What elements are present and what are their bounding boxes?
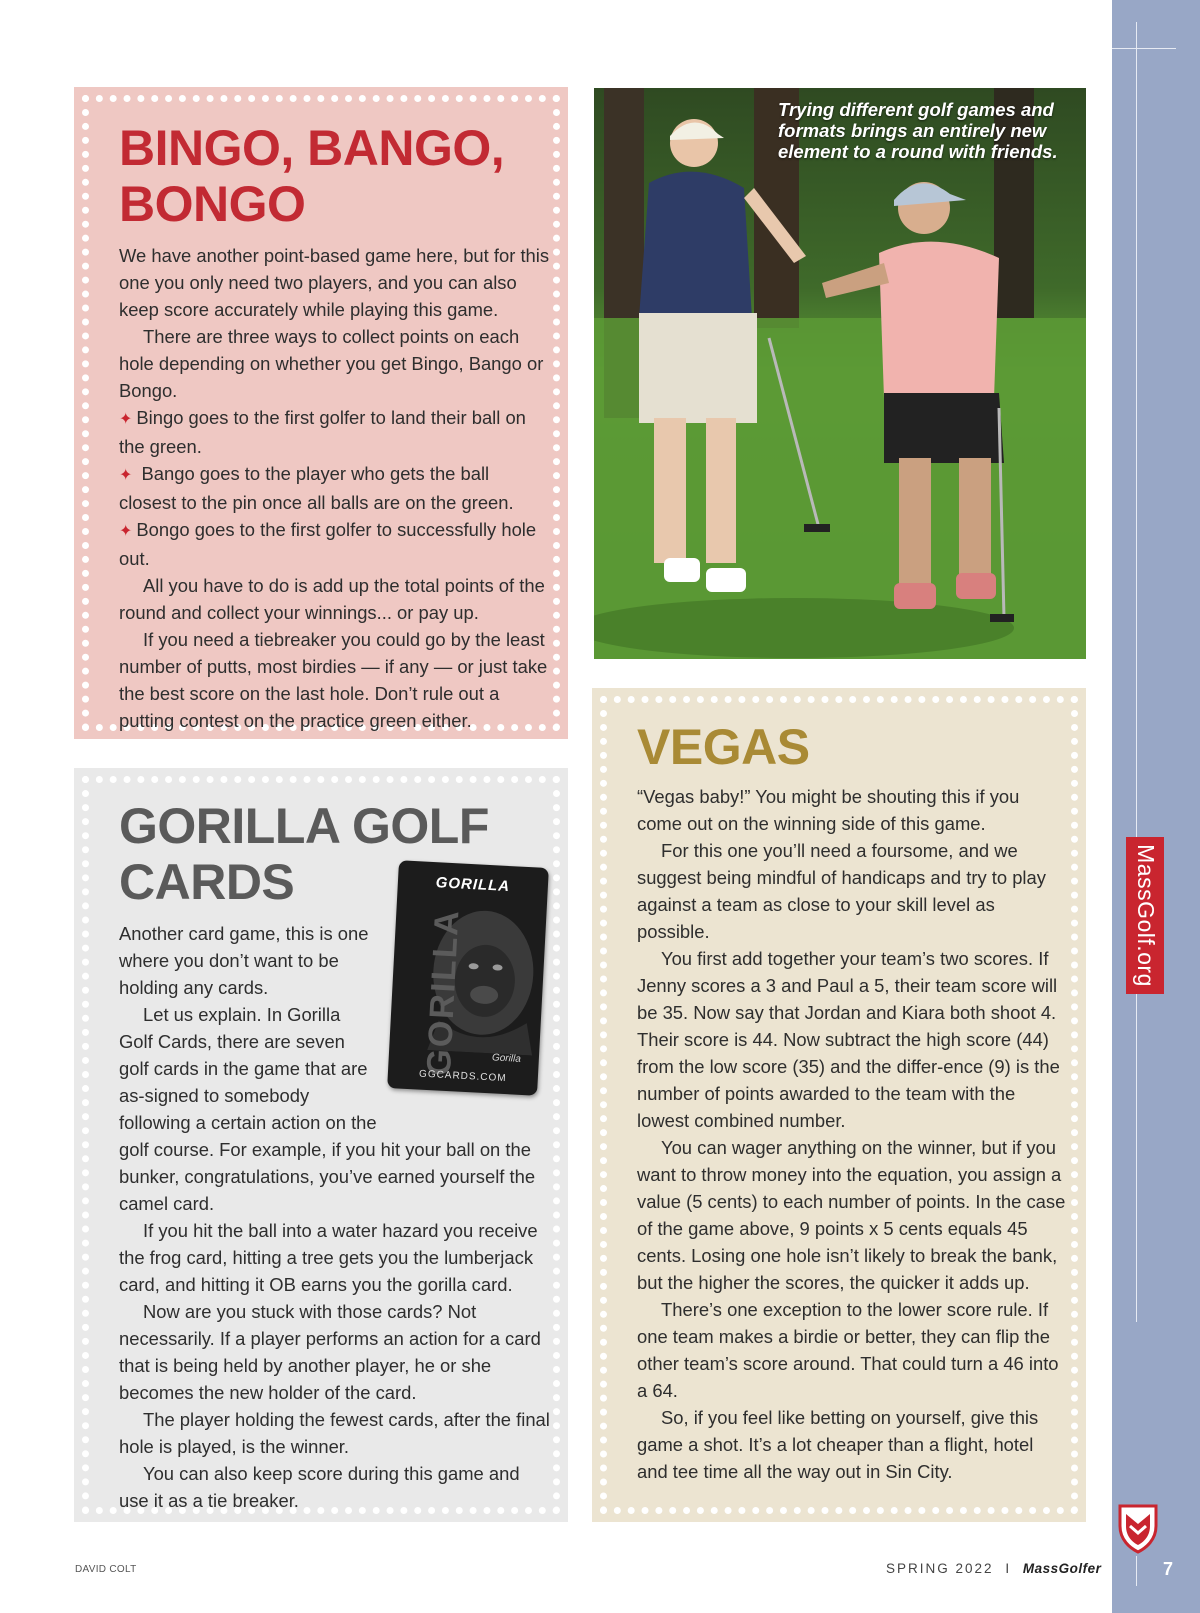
star-bullet-icon: ✦ bbox=[119, 467, 133, 484]
gorilla-paragraph: If you hit the ball into a water hazard you receive the frog card, hitting a tree gets you the lumberjack card, and hitting it OB earns you the gorilla card. bbox=[119, 1220, 538, 1295]
photo-caption: Trying different golf games and formats brings an entirely new element to a round with friends. bbox=[778, 99, 1058, 162]
gorilla-paragraph: You can also keep score during this game and use it as a tie breaker. bbox=[119, 1463, 520, 1511]
vegas-title: VEGAS bbox=[637, 719, 810, 775]
bingo-title bbox=[119, 120, 551, 232]
photo-credit: DAVID COLT bbox=[75, 1564, 137, 1575]
bingo-bullet bbox=[119, 404, 551, 460]
sidebar-strip bbox=[1112, 0, 1200, 1613]
vegas-paragraph: “Vegas baby!” You might be shouting this if you come out on the winning side of this game. bbox=[637, 786, 1020, 834]
vegas-body bbox=[637, 783, 1069, 1485]
card-brand: GORILLA bbox=[435, 874, 511, 896]
sidebar-rule-horizontal bbox=[1112, 48, 1176, 49]
site-label: MassGolf.org bbox=[1132, 844, 1159, 987]
sidebar-rule-vertical bbox=[1136, 22, 1137, 1322]
gorilla-card-image bbox=[387, 860, 549, 1096]
star-bullet-icon: ✦ bbox=[119, 523, 133, 540]
bingo-bullet bbox=[119, 460, 551, 516]
gorilla-paragraph: Now are you stuck with those cards? Not necessarily. If a player performs an action for a card that is being held by another player, he or she becomes the new holder of the card. bbox=[119, 1301, 541, 1403]
gorilla-title-line1: GORILLA GOLF bbox=[119, 798, 489, 854]
bingo-bullet-text: Bingo goes to the first golfer to land their ball on the green. bbox=[119, 407, 526, 457]
page-folio bbox=[886, 1561, 1101, 1576]
star-bullet-icon: ✦ bbox=[119, 411, 133, 428]
card-vertical-text: GORILLA bbox=[419, 907, 467, 1077]
bingo-bullet-text: Bango goes to the player who gets the ball closest to the pin once all balls are on the green. bbox=[119, 463, 514, 513]
page-number-rule bbox=[1136, 1556, 1137, 1586]
bingo-title-line2: BONGO bbox=[119, 176, 306, 232]
bingo-bullet-text: Bongo goes to the first golfer to successfully hole out. bbox=[119, 519, 537, 569]
vegas-paragraph: For this one you’ll need a foursome, and we suggest being mindful of handicaps and try to play against a team as close to your skill level as possible. bbox=[637, 840, 1046, 942]
vegas-paragraph: There’s one exception to the lower score rule. If one team makes a birdie or better, they can flip the other team’s score around. That could turn a 46 into a 64. bbox=[637, 1299, 1059, 1401]
bingo-paragraph: If you need a tiebreaker you could go by the least number of putts, most birdies — if any — or just take the best score on the last hole. Don’t rule out a putting contest on the practice green either. bbox=[119, 629, 548, 731]
bingo-bullet bbox=[119, 516, 551, 572]
gorilla-title-line2: CARDS bbox=[119, 854, 295, 910]
publication-name: MassGolfer bbox=[1022, 1561, 1102, 1576]
golfers-illustration bbox=[594, 88, 1086, 659]
page-number: 7 bbox=[1162, 1559, 1173, 1579]
bingo-paragraph: There are three ways to collect points on each hole depending on whether you get Bingo, Bango or Bongo. bbox=[119, 326, 544, 401]
massgolf-shield-icon bbox=[1116, 1502, 1160, 1554]
bingo-body bbox=[119, 242, 551, 734]
gorilla-paragraph: The player holding the fewest cards, after the final hole is played, is the winner. bbox=[119, 1409, 550, 1457]
card-mini-logo: Gorilla bbox=[491, 1052, 522, 1065]
golfers-photo bbox=[594, 88, 1086, 659]
vegas-paragraph: You first add together your team’s two scores. If Jenny scores a 3 and Paul a 5, their team score will be 35. Now say that Jordan and Kiara both shoot 4. Their score is 44. Now subtract the high score (44) from the low score (35) and the differ-ence (9) is the number of points awarded to the team with the lowest combined number. bbox=[637, 948, 1060, 1131]
folio-separator: I bbox=[1005, 1561, 1012, 1576]
vegas-paragraph: So, if you feel like betting on yourself, give this game a shot. It’s a lot cheaper than a flight, hotel and tee time all the way out in Sin City. bbox=[637, 1407, 1039, 1482]
card-site: GGCARDS.COM bbox=[418, 1068, 507, 1085]
gorilla-paragraph: Let us explain. In Gorilla Golf Cards, there are seven golf cards in the game that are as-signed to somebody following a certain action on the golf course. For example, if you hit your ball on the bunker, congratulations, you’ve earned yourself the camel card. bbox=[119, 1004, 536, 1214]
bingo-panel bbox=[82, 95, 560, 731]
vegas-paragraph: You can wager anything on the winner, but if you want to throw money into the equation, you assign a value (5 cents) to each number of points. In the case of the game above, 9 points x 5 cents equals 45 cents. Losing one hole isn’t likely to break the bank, but the higher the scores, the quicker it adds up. bbox=[637, 1137, 1066, 1293]
vegas-panel bbox=[600, 696, 1078, 1514]
bingo-title-line1: BINGO, BANGO, bbox=[119, 120, 505, 176]
site-tab[interactable] bbox=[1126, 837, 1164, 994]
bingo-paragraph: We have another point-based game here, but for this one you only need two players, and you can also keep score accurately while playing this game. bbox=[119, 245, 550, 320]
bingo-paragraph: All you have to do is add up the total points of the round and collect your winnings... or pay up. bbox=[119, 575, 545, 623]
issue-label: SPRING 2022 bbox=[886, 1561, 994, 1576]
gorilla-paragraph: Another card game, this is one where you don’t want to be holding any cards. bbox=[119, 923, 369, 998]
